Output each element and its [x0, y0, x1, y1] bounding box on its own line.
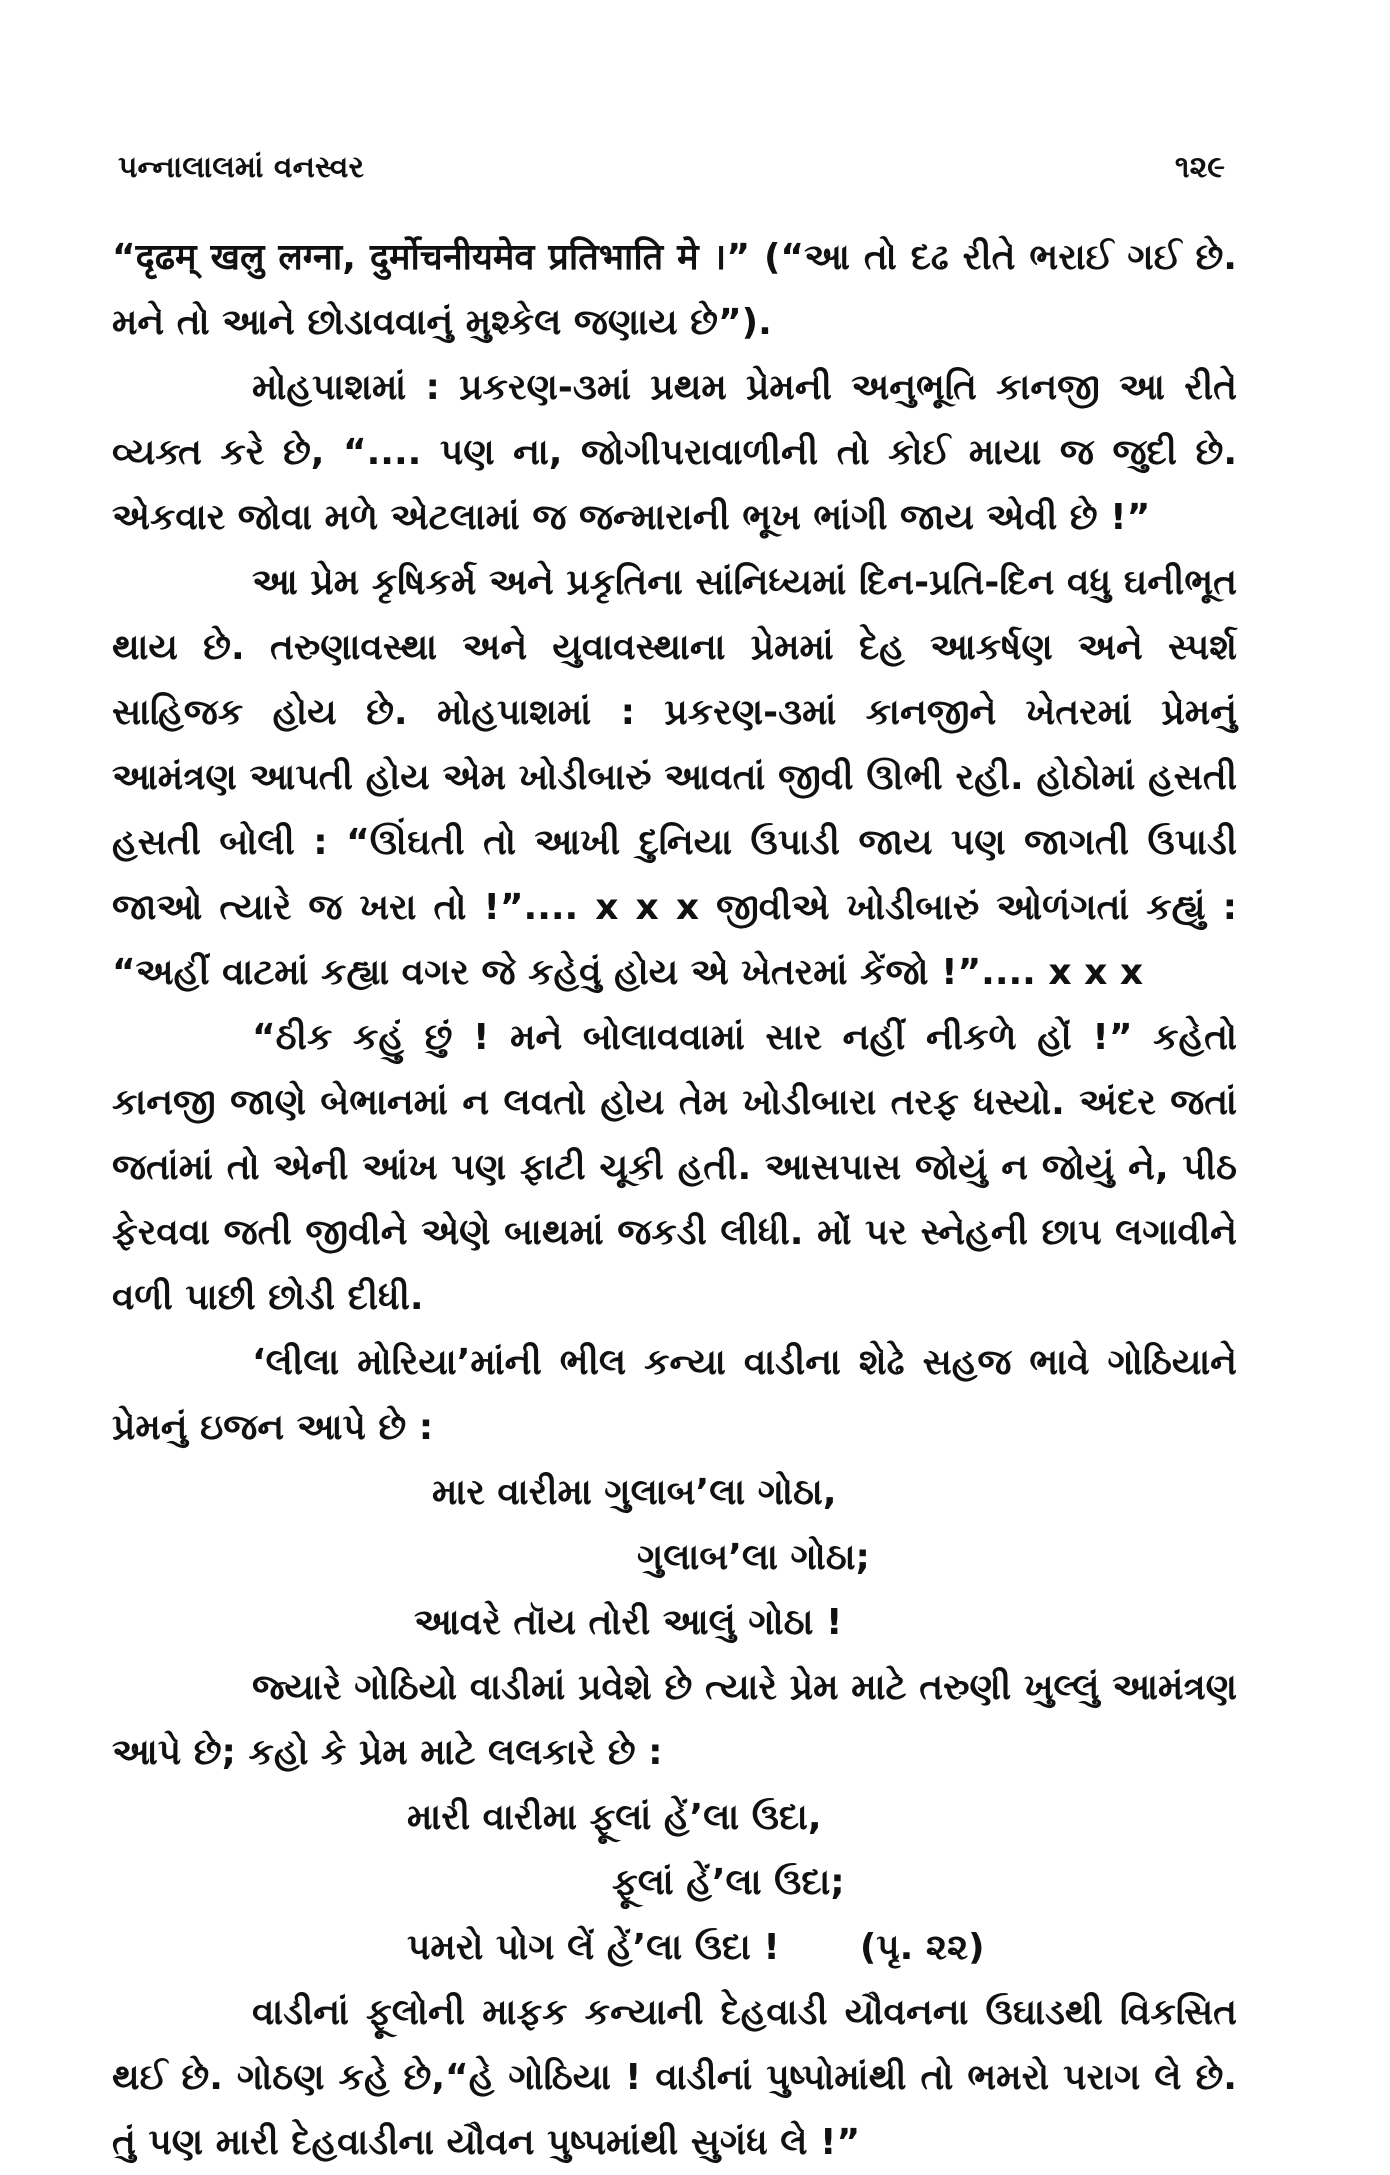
- paragraph: જ્યારે ગોઠિયો વાડીમાં પ્રવેશે છે ત્યારે પ્રેમ માટે તરુણી ખુલ્લું આમંત્રણ આપે છે; કહો કે પ્રેમ માટે લલકારે છે :: [112, 1667, 1237, 1773]
- paragraph: ‘લીલા મોરિયા’માંની ભીલ કન્યા વાડીના શેઢે સહજ ભાવે ગોઠિયાને પ્રેમનું ઇજન આપે છે :: [112, 1342, 1237, 1448]
- page-reference: (પૃ. ૨૨): [859, 1927, 985, 1968]
- poem-line: [112, 1915, 1237, 1980]
- poem-line-text: પમરો પોગ લેં હેં’લા ઉદા !: [407, 1927, 780, 1968]
- poem-line: મારી વારીમા ફૂલાં હેં’લા ઉદા,: [407, 1797, 822, 1838]
- poem-line: ગુલાબ’લા ગોઠા;: [637, 1537, 870, 1578]
- page-body: [112, 225, 1237, 2175]
- page-header: [118, 150, 1225, 185]
- poem-block: [112, 1785, 1237, 1980]
- poem-line: ફૂલાં હેં’લા ઉદા;: [612, 1862, 845, 1903]
- paragraph: મોહપાશમાં : પ્રકરણ-૩માં પ્રથમ પ્રેમની અનુભૂતિ કાનજી આ રીતે વ્યક્ત કરે છે, “.... પણ ના, જોગીપરાવાળીની તો કોઈ માયા જ જુદી છે. એકવાર જોવા મળે એટલામાં જ જન્મારાની ભૂખ ભાંગી જાય એવી છે !”: [112, 367, 1237, 538]
- paragraph: વાડીનાં ફૂલોની માફક કન્યાની દેહવાડી યૌવનના ઉઘાડથી વિકસિત થઈ છે. ગોઠણ કહે છે,“હે ગોઠિયા ! વાડીનાં પુષ્પોમાંથી તો ભમરો પરાગ લે છે. તું પણ મારી દેહવાડીના યૌવન પુષ્પમાંથી સુગંધ લે !”: [112, 1992, 1237, 2163]
- paragraph: “ઠીક કહું છું ! મને બોલાવવામાં સાર નહીં નીકળે હોં !” કહેતો કાનજી જાણે બેભાનમાં ન લવતો હોય તેમ ખોડીબારા તરફ ધસ્યો. અંદર જતાં જતાંમાં તો એની આંખ પણ ફાટી ચૂકી હતી. આસપાસ જોયું ન જોયું ને, પીઠ ફેરવવા જતી જીવીને એણે બાથમાં જકડી લીધી. મોં પર સ્નેહની છાપ લગાવીને વળી પાછી છોડી દીધી.: [112, 1017, 1237, 1318]
- poem-block: [112, 1460, 1237, 1655]
- paragraph: આ પ્રેમ કૃષિકર્મ અને પ્રકૃતિના સાંનિધ્યમાં દિન-પ્રતિ-દિન વધુ ઘનીભૂત થાય છે. તરુણાવસ્થા અને યુવાવસ્થાના પ્રેમમાં દેહ આકર્ષણ અને સ્પર્શ સાહિજક હોય છે. મોહપાશમાં : પ્રકરણ-૩માં કાનજીને ખેતરમાં પ્રેમનું આમંત્રણ આપતી હોય એમ ખોડીબારું આવતાં જીવી ઊભી રહી. હોઠોમાં હસતી હસતી બોલી : “ઊંઘતી તો આખી દુનિયા ઉપાડી જાય પણ જાગતી ઉપાડી જાઓ ત્યારે જ ખરા તો !”.... x x x જીવીએ ખોડીબારું ઓળંગતાં કહ્યું : “અહીં વાટમાં કહ્યા વગર જે કહેવું હોય એ ખેતરમાં કેંજો !”.... x x x: [112, 562, 1237, 993]
- page-number: ૧૨૯: [1174, 150, 1225, 185]
- poem-line: આવરે તૉય તોરી આલું ગોઠા !: [414, 1602, 843, 1643]
- running-title: પન્નાલાલમાં વનસ્વર: [118, 150, 364, 185]
- poem-line: માર વારીમા ગુલાબ’લા ગોઠા,: [432, 1472, 837, 1513]
- paragraph: “दृढम् खलु लग्ना, दुर्मोचनीयमेव प्रतिभाति मे ।” (“આ તો દઢ રીતે ભરાઈ ગઈ છે. મને તો આને છોડાવવાનું મુશ્કેલ જણાય છે”).: [112, 237, 1237, 343]
